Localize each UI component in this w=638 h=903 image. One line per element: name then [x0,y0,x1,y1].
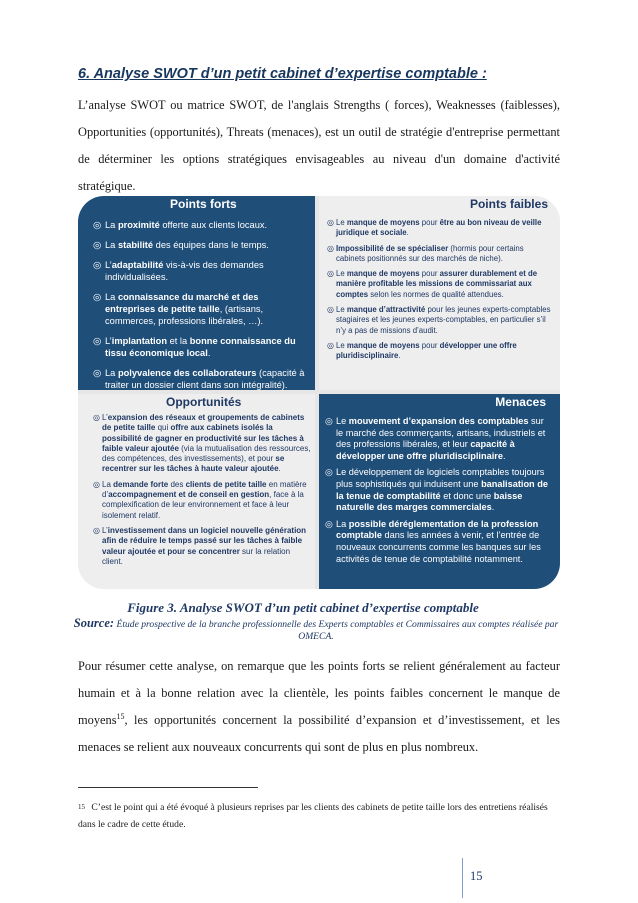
swot-item-text: (via la mutualisation des ressources, des compétences, des investissements), et pour [102,443,311,464]
bullet-icon: ◎ [325,416,334,426]
swot-item-emphasis: baisse naturelle des marges commerciales [336,490,523,513]
swot-item [327,244,552,265]
swot-item-text: . [278,464,281,474]
swot-item-emphasis: adaptabilité [111,260,164,270]
figure-source-label: Source: [73,616,115,630]
swot-item-text: La [105,220,118,230]
swot-item-text: dans les années à venir, et l’entrée de nouveaux concurrents comme les banques sur les activités de tenue de comptabilité notamment. [336,530,541,564]
swot-item-emphasis: banalisation de la tenue de comptabilité [336,478,548,501]
swot-item-text: sur la relation client. [102,546,291,566]
swot-item-emphasis: accompagnement et de conseil en gestion [108,490,270,500]
summary-text-before: Pour résumer cette analyse, on remarque que les points forts se relient généralement au facteur humain et à la bonne relation avec la clientèle, les points faibles concernent le manque de moyens [78,659,560,727]
swot-item [325,519,552,565]
swot-item-text: . [502,450,506,461]
swot-item-emphasis: bonne connaissance du tissu économique local [105,336,296,358]
swot-item-text: . [491,502,495,513]
swot-item [93,413,311,475]
intro-paragraph: L’analyse SWOT ou matrice SWOT, de l'anglais Strengths ( forces), Weaknesses (faiblesses), Opportunities (opportunités), Threats (menaces), est un outil de stratégie d'entreprise permettant de déterminer les options stratégiques envisageables au niveau d'un domaine d'activité stratégique. [78,98,560,193]
swot-item-text: (capacité à traiter un dossier client dans son intégralité). [105,368,305,390]
opportunities-title: Opportunités [166,395,242,409]
swot-item-text: qui [155,423,171,433]
swot-item-text: vis-à-vis des demandes individualisées. [105,260,264,282]
swot-item-text: pour [419,340,440,350]
bullet-icon: ◎ [327,269,334,279]
opportunities-list [78,411,315,567]
swot-item-text: Le [336,269,347,279]
bullet-icon: ◎ [327,218,334,227]
strengths-quadrant [78,196,315,390]
swot-item-text: L’ [105,260,112,270]
swot-item-text: La [105,240,118,250]
swot-item-text: pour [419,218,440,227]
swot-item-text: Le développement de logiciels comptables toujours plus sophistiqués qui induisent une [336,467,545,489]
swot-item-emphasis: connaissance du marché et des entreprises de petite taille [105,292,259,314]
swot-item-text: offerte aux clients locaux. [159,220,268,230]
swot-item-text: La [105,368,118,378]
swot-item-emphasis: manque d’attractivité [346,305,426,315]
swot-item-emphasis: demande forte [113,479,169,489]
swot-item-text: La [105,292,118,302]
weaknesses-quadrant [319,196,560,390]
swot-item-text: et donc une [440,490,494,501]
figure-source [66,617,566,643]
swot-item-text: La [102,479,114,489]
swot-item-text: en matière d’ [102,479,307,500]
swot-item-emphasis: assurer durablement et de manière profitable les missions de commissariat aux comptes [336,269,538,299]
swot-item-emphasis: investissement dans un logiciel nouvelle génération afin de réduire le temps passé sur les tâches à faible valeur ajoutée et pour se concentrer [102,525,307,556]
swot-item-emphasis: clients de petite taille [185,479,267,489]
swot-item-text: et la [167,336,190,346]
footnote-text: C’est le point qui a été évoqué à plusieurs reprises par les clients des cabinets de petite taille lors des entretiens réalisés dans le cadre de cette étude. [78,802,548,830]
page-number-rule [462,858,463,898]
bullet-icon: ◎ [325,467,334,478]
bullet-icon: ◎ [327,243,334,253]
swot-item-emphasis: possible déréglementation de la profession comptable [336,518,539,541]
swot-item-text: Le [336,305,347,315]
swot-item [93,259,305,283]
swot-item-emphasis: être au bon niveau de veille juridique et sociale [336,218,542,238]
swot-item-text: selon les normes de qualité attendues. [368,289,504,299]
bullet-icon: ◎ [93,260,102,270]
swot-item [93,291,305,327]
swot-item-text: pour [419,269,440,279]
swot-item-emphasis: Impossibilité de se spécialiser [336,243,449,253]
bullet-icon: ◎ [93,413,100,422]
swot-item [327,218,552,239]
swot-item-emphasis: se recentrer sur les tâches à haute valeur ajoutée [102,454,285,474]
summary-text-after: , les opportunités concernent la possibilité d’expansion et d’investissement, et les menaces se relient aux nouveaux concurrents qui sont de plus en plus nombreux. [78,713,560,754]
swot-item-text: La [336,518,349,529]
swot-item-emphasis: développer une offre pluridisciplinaire [336,340,517,361]
swot-item-text: Le [336,340,347,350]
swot-item-text: sur le marché des commerçants, artisans, industriels et des professions libérales, et leur [336,416,546,450]
swot-item-text: Le [336,416,349,426]
swot-item-emphasis: offre aux cabinets isolés la possibilité de gagner en productivité sur les tâches à faible valeur ajoutée [102,423,304,453]
swot-item-emphasis: stabilité [117,240,154,250]
swot-item-emphasis: implantation [111,336,167,346]
strengths-list [78,213,315,391]
bullet-icon: ◎ [327,340,334,350]
opportunities-quadrant [78,394,315,589]
bullet-icon: ◎ [93,368,102,378]
bullet-icon: ◎ [325,518,334,529]
swot-item [327,341,552,362]
swot-item-text: . [207,348,211,358]
swot-item-text: Le [336,218,347,227]
swot-item [93,526,311,567]
swot-item-emphasis: capacité à développer une offre pluridisciplinaire [336,439,515,461]
figure-caption: Figure 3. Analyse SWOT d’un petit cabinet d’expertise comptable [127,600,479,615]
bullet-icon: ◎ [93,336,102,346]
footnote-separator [78,787,258,788]
swot-item-emphasis: manque de moyens [346,340,420,350]
page-number: 15 [470,869,483,883]
weaknesses-list [319,213,560,362]
section-heading: 6. Analyse SWOT d’un petit cabinet d’expertise comptable : [78,66,487,82]
swot-item [93,239,305,251]
swot-item [93,335,305,359]
swot-item [325,416,552,462]
footnote-number: 15 [78,803,85,811]
footnote-reference[interactable]: 15 [116,711,125,721]
swot-item-text: des équipes dans le temps. [153,240,269,250]
summary-paragraph [78,653,560,761]
swot-item-text: des [168,479,186,489]
swot-item-emphasis: expansion des réseaux et groupements de cabinets de petite taille [102,413,305,433]
swot-item-text: . [398,351,401,361]
swot-item-text: pour les jeunes experts-comptables stagiaires et les jeunes experts-comptables, en particulier s’il n’y a pas de missions d’audit. [336,305,551,335]
swot-item-text: L’ [102,525,108,535]
bullet-icon: ◎ [93,220,102,230]
swot-item [93,480,311,521]
swot-item [93,367,305,391]
threats-quadrant [319,394,560,589]
swot-item-emphasis: manque de moyens [346,269,420,279]
swot-item-text: . [406,228,409,238]
swot-item-text: L’ [102,413,108,422]
threats-list [319,411,560,565]
threats-title: Menaces [495,395,546,409]
swot-item [325,467,552,513]
bullet-icon: ◎ [93,292,102,302]
swot-item-text: L’ [105,336,112,346]
bullet-icon: ◎ [93,479,100,489]
weaknesses-title: Points faibles [469,197,548,211]
swot-item-emphasis: mouvement d’expansion des comptables [348,416,529,426]
swot-item [327,269,552,300]
strengths-title: Points forts [170,197,237,211]
swot-item [93,219,305,231]
swot-item [327,305,552,336]
figure-source-text: Étude prospective de la branche professionnelle des Experts comptables et Commissaires aux comptes réalisée par OMECA. [114,619,559,642]
swot-matrix [78,196,560,589]
swot-item-text: , (artisans, commerces, professions libérales, …). [105,304,264,326]
swot-item-emphasis: proximité [117,220,160,230]
swot-item-emphasis: manque de moyens [346,218,420,227]
swot-item-text: (hormis pour certains cabinets positionnés sur des marchés de niche). [336,243,524,263]
bullet-icon: ◎ [93,240,102,250]
bullet-icon: ◎ [93,525,100,535]
bullet-icon: ◎ [327,305,334,315]
footnote [78,799,562,833]
swot-item-emphasis: polyvalence des collaborateurs [117,368,257,378]
swot-item-text: , face à la complexification de leur environnement et face à leur isolement relatif. [102,490,304,520]
